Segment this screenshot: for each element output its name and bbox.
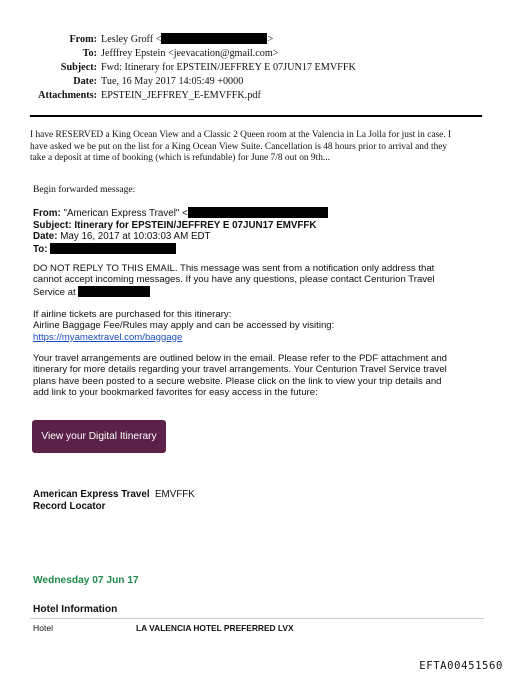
header-subject-label: Subject: [60,62,97,73]
hotel-name: LA VALENCIA HOTEL PREFERRED LVX [136,623,294,633]
redaction-bar [78,286,150,297]
header-date-row [0,75,512,89]
arrangements-line: plans have been posted to a secure website. Please click on the link to view your trip details and [33,375,442,387]
forwarded-from-label: From: [33,208,61,219]
forwarded-intro: Begin forwarded message: [33,184,136,195]
forwarded-date-row [33,231,328,243]
baggage-line: If airline tickets are purchased for this itinerary: [33,309,232,320]
record-code: EMVFFK [155,489,195,500]
header-date-value: Tue, 16 May 2017 14:05:49 +0000 [101,76,244,87]
forwarded-date-value: May 16, 2017 at 10:03:03 AM EDT [60,231,211,243]
baggage-link[interactable]: https://myamextravel.com/baggage [33,331,183,343]
notice-paragraph [33,263,478,298]
header-subject-row [0,61,512,75]
baggage-line: Airline Baggage Fee/Rules may apply and can be accessed by visiting: [33,320,335,332]
header-attachments-row [0,89,512,103]
forwarded-to-row [33,243,328,256]
arrangements-line: add link to your bookmarked favorites for easy access in the future: [33,387,318,399]
email-header [0,33,512,103]
header-divider [30,115,482,117]
header-from-row [0,33,512,47]
arrangements-line: Your travel arrangements are outlined below in the email. Please refer to the PDF attachment and [33,353,448,364]
intro-paragraph [30,130,488,165]
hotel-label: Hotel [33,623,54,633]
record-label-line1: American Express Travel [33,489,150,500]
arrangements-line: itinerary for more details regarding your travel arrangements. Your Centurion Travel Service travel [33,364,447,376]
baggage-paragraph [33,309,478,343]
header-from-end: > [267,34,274,45]
forwarded-subject-value: Itinerary for EPSTEIN/JEFFREY E 07JUN17 EMVFFK [74,219,317,231]
forwarded-from-value: "American Express Travel" < [63,208,188,219]
header-from-text: Lesley Groff < [101,34,162,45]
notice-line [33,286,478,298]
view-digital-itinerary-button[interactable]: View your Digital Itinerary [32,420,166,453]
redaction-bar [161,33,267,44]
header-attachments-label: Attachments: [38,90,97,101]
intro-line: have asked we be put on the list for a King Ocean View Suite. Cancellation is 48 hours prior to arrival and they [30,141,448,152]
intro-line: take a deposit at time of booking (which is refundable) for June 7/8 out on 9th... [30,153,330,164]
forwarded-subject-row [33,220,328,232]
forwarded-to-label: To: [33,243,48,255]
header-from-label: From: [69,34,97,45]
notice-line: cannot accept incoming messages. If you have any questions, please contact Centurion Travel [33,274,435,286]
trip-date-heading: Wednesday 07 Jun 17 [33,575,139,586]
header-attachments-value: EPSTEIN_JEFFREY_E-EMVFFK.pdf [101,90,261,101]
forwarded-subject-label: Subject: [33,219,72,231]
header-subject-value: Fwd: Itinerary for EPSTEIN/JEFFREY E 07JUN17 EMVFFK [101,62,356,73]
record-label-line2: Record Locator [33,501,106,512]
header-date-label: Date: [73,76,97,87]
forwarded-date-label: Date: [33,231,58,243]
forwarded-from-row [33,207,328,220]
header-to-label: To: [82,48,97,59]
bates-number: EFTA00451560 [419,660,503,672]
header-to-value: Jefffrey Epstein <jeevacation@gmail.com> [101,48,279,59]
redaction-bar [188,207,328,218]
notice-line-text: Service at [33,286,76,298]
notice-line: DO NOT REPLY TO THIS EMAIL. This message was sent from a notification only address that [33,263,435,274]
header-from-value [101,33,273,47]
hotel-section-divider [30,618,484,619]
hotel-section-heading: Hotel Information [33,604,118,615]
redaction-bar [50,243,176,254]
header-to-row [0,47,512,61]
forwarded-header [33,207,328,255]
arrangements-paragraph [33,353,478,399]
intro-line: I have RESERVED a King Ocean View and a Classic 2 Queen room at the Valencia in La Jolla for just in case. I [30,130,452,140]
record-locator [33,489,195,513]
